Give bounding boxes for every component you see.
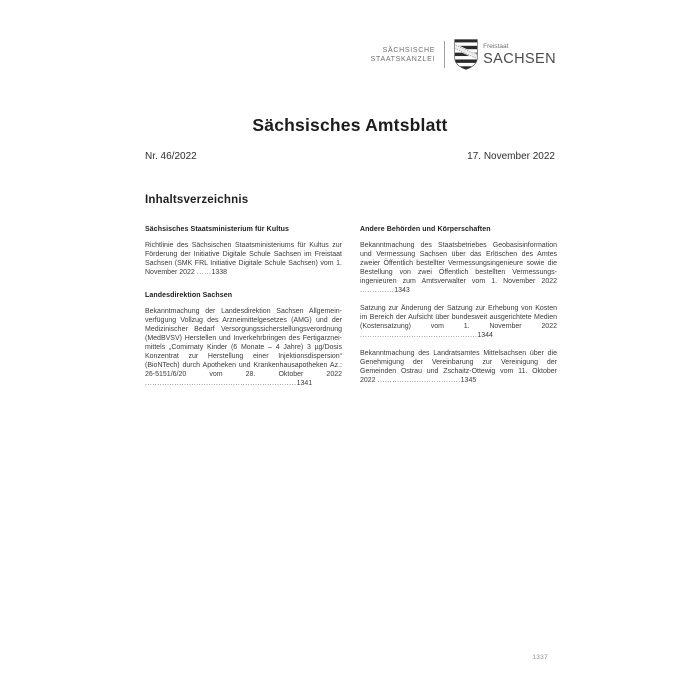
dot-leader: .............. xyxy=(360,287,395,294)
brand-sachsen: SACHSEN xyxy=(483,50,556,67)
toc-entry xyxy=(360,349,557,385)
toc-entry-tail xyxy=(360,287,410,294)
dot-leader: ................................................ xyxy=(360,332,478,339)
toc-entry xyxy=(145,307,342,388)
toc-entry-page: 1343 xyxy=(394,287,410,294)
toc-entry-text: Satzung zur Änderung der Satzung zur Erhebung von Kosten im Bereich der Aufsicht über bundesweit ausgerichtete Medien (Kostensatzung) vom 1. November 2022 xyxy=(360,305,557,330)
dot-leader: ...... xyxy=(196,269,212,276)
toc-entry-page: 1344 xyxy=(477,332,493,339)
issue-date: 17. November 2022 xyxy=(467,151,555,162)
toc-entry xyxy=(360,241,557,295)
issue-row xyxy=(145,151,555,162)
masthead xyxy=(371,39,556,70)
agency-line2: STAATSKANZLEI xyxy=(370,55,436,63)
masthead-divider xyxy=(444,41,445,68)
dot-leader: .................................. xyxy=(377,377,461,384)
toc-section-staatsministerium-kultus xyxy=(145,225,342,277)
toc-title: Inhaltsverzeichnis xyxy=(145,194,249,206)
brand-freistaat: Freistaat xyxy=(483,42,509,50)
toc-section-andere-behoerden xyxy=(360,225,557,385)
toc-entry-text: Bekanntmachung des Staatsbetriebes Geobasisinformation und Vermessung Sachsen über das Erlöschen des Amtes zweier Öffentlich bestellter Vermessungsingenieure sowie die Bestellung von zwei Öffentlich bestellten Vermessungsingenieuren zum Amtsverwalter vom 1. November 2022 xyxy=(360,242,557,285)
agency-name xyxy=(371,46,444,64)
saxony-coat-of-arms-icon xyxy=(454,39,478,70)
toc-columns xyxy=(145,225,557,398)
section-heading: Landesdirektion Sachsen xyxy=(145,292,233,299)
issue-number: Nr. 46/2022 xyxy=(145,151,197,162)
section-heading: Sächsisches Staatsministerium für Kultus xyxy=(145,226,290,233)
toc-entry-text: Richtlinie des Sächsischen Staatsministeriums für Kultus zur Förderung der Initiative Digitale Schule Sachsen im Freistaat Sachsen (SMK FRL Initiative Digitale Schule Sachsen) vom 1. November 2022 xyxy=(145,242,342,276)
brand-wordmark xyxy=(483,43,556,67)
toc-entry-page: 1338 xyxy=(211,269,228,276)
toc-entry-page: 1345 xyxy=(460,377,477,384)
toc-entry-tail xyxy=(145,380,312,387)
agency-line1: SÄCHSISCHE xyxy=(382,46,436,54)
toc-column-left xyxy=(145,225,342,398)
toc-column-right xyxy=(360,225,557,398)
toc-entry-text: Bekanntmachung der Landesdirektion Sachsen Allgemeinverfügung Vollzug des Arzneimittelgesetzes (AMG) und der Medizinischer Bedarf Versorgungssicherstellungsverordnung (MedBVSV) Herstellen und Inverkehrbringen des Fertigarzneimittels „Comirnaty Kinder (6 Monate – 4 Jahre) 3 µg/Dosis Konzentrat zur Herstellung einer Injektionsdispersion“ (BioNTech) durch Apotheken und Krankenhausapotheken Az.: 26-5151/6/20 vom 28. Oktober 2022 xyxy=(145,308,342,378)
toc-entry-tail xyxy=(378,377,477,384)
toc-entry xyxy=(145,241,342,277)
toc-entry xyxy=(360,304,557,340)
folio-page-number: 1337 xyxy=(532,654,548,661)
page-title: Sächsisches Amtsblatt xyxy=(252,115,448,135)
toc-entry-page: 1341 xyxy=(296,380,313,387)
toc-section-landesdirektion-sachsen xyxy=(145,291,342,388)
section-heading: Andere Behörden und Körperschaften xyxy=(360,226,491,233)
toc-entry-tail xyxy=(360,332,493,339)
toc-entry-tail xyxy=(197,269,227,276)
dot-leader: .............................................................. xyxy=(145,380,297,387)
toc-entry-text: Bekanntmachung des Landratsamtes Mittelsachsen über die Genehmigung der Vereinbarung zur Vereinigung der Gemeinden Ostrau und Zschaitz-Ottewig vom 11. Oktober 2022 xyxy=(360,350,557,384)
